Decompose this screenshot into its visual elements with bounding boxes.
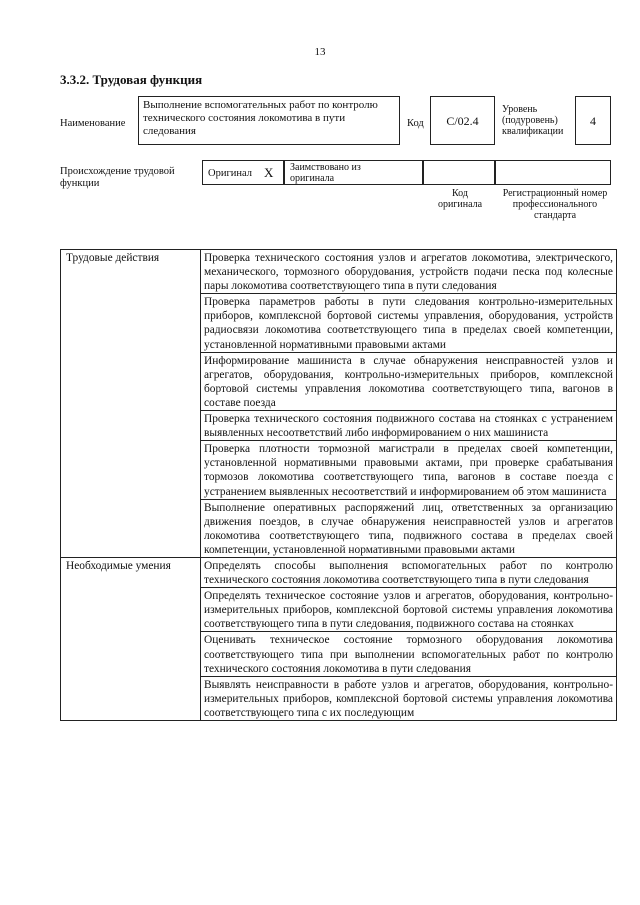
section-heading: 3.3.2. Трудовая функция	[60, 72, 203, 87]
level-label: Уровень (подуровень) квалификации	[502, 104, 564, 137]
reg-number-cell	[495, 160, 611, 185]
original-mark: X	[264, 165, 274, 180]
list-item: Проверка параметров работы в пути следования контрольно-измерительных приборов, комплексной бортовой системы управления, оборудования, устройств радиосвязи локомотива соответствующего типа в пределах своей компетенции, установленной нормативными правовыми актами	[201, 294, 617, 352]
level-value: 4	[590, 114, 596, 128]
table-row	[61, 250, 617, 294]
list-item: Выявлять неисправности в работе узлов и агрегатов, оборудования, контрольно-измерительных приборов, комплексной бортовой системы управления локомотива соответствующего типа с их последующим	[201, 676, 617, 720]
list-item: Определять техническое состояние узлов и агрегатов, оборудования, контрольно-измерительных приборов, комплексной бортовой системы управления локомотива соответствующего типа в пути следования, подвижного состава на стоянках	[201, 588, 617, 632]
code-label: Код	[407, 118, 424, 129]
borrowed-label: Заимствовано из оригинала	[290, 162, 361, 184]
list-item: Выполнение оперативных распоряжений лиц, ответственных за организацию движения поездов, в случае обнаружения неисправностей узлов и агрегатов локомотива соответствующего типа, подвижного состава в пределах своей компетенции, установленной нормативными правовыми актами	[201, 499, 617, 557]
reg-number-caption: Регистрационный номер профессионального стандарта	[502, 188, 608, 221]
table-row	[61, 557, 617, 587]
list-item: Информирование машиниста в случае обнаружения неисправностей узлов и агрегатов, оборудования, контрольно-измерительных приборов, комплексной бортовой системы управления локомотива соответствующего типа, вагонов в составе поезда	[201, 352, 617, 410]
category-cell: Необходимые умения	[61, 557, 201, 720]
function-table	[60, 249, 617, 721]
code-original-caption: Код оригинала	[437, 188, 483, 210]
origin-label: Происхождение трудовой функции	[60, 166, 175, 189]
category-cell: Трудовые действия	[61, 250, 201, 558]
page-number: 13	[314, 46, 326, 58]
original-label: Оригинал	[208, 168, 252, 179]
list-item: Оценивать техническое состояние тормозного оборудования локомотива соответствующего типа при выполнении вспомогательных работ по контролю технического состояния локомотива в пути следования	[201, 632, 617, 676]
naimenovanie-value: Выполнение вспомогательных работ по контролю технического состояния локомотива в пути следования	[143, 99, 378, 137]
list-item: Проверка технического состояния подвижного состава на стоянках с устранением выявленных несоответствий либо информированием о них машиниста	[201, 411, 617, 441]
list-item: Проверка технического состояния узлов и агрегатов локомотива, электрического, механического, тормозного оборудования, устройств подачи песка под колесные пары локомотива соответствующего типа в пути следования	[201, 250, 617, 294]
code-original-cell	[423, 160, 495, 185]
naimenovanie-label: Наименование	[60, 118, 126, 129]
list-item: Проверка плотности тормозной магистрали в пределах своей компетенции, установленной нормативными правовыми актами, при проверке срабатывания тормозов локомотива соответствующего типа, вагонов в составе поезда с устранением выявленных несоответствий и информированием об этом машиниста	[201, 441, 617, 499]
list-item: Определять способы выполнения вспомогательных работ по контролю технического состояния локомотива соответствующего типа в пути следования	[201, 557, 617, 587]
code-value: C/02.4	[446, 114, 479, 128]
